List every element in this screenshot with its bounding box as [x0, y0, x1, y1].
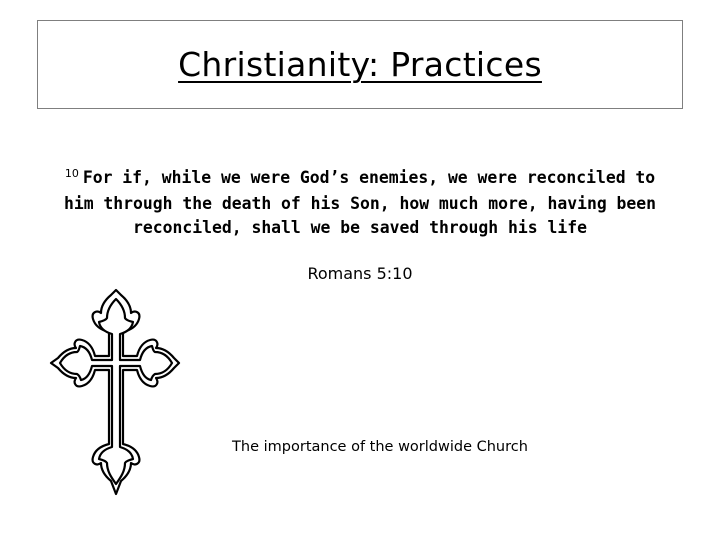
verse-text: For if, while we were God’s enemies, we were reconciled to him through the death of his Son, how much more, having been reconciled, shall we be saved through his life	[63, 168, 657, 237]
slide-title: Christianity: Practices	[178, 45, 542, 84]
title-box	[37, 20, 683, 109]
verse-number: 10	[64, 167, 79, 180]
cross-icon	[45, 286, 187, 498]
verse-reference: Romans 5:10	[307, 264, 413, 283]
slide-caption: The importance of the worldwide Church	[232, 439, 528, 455]
bible-verse	[48, 166, 672, 240]
